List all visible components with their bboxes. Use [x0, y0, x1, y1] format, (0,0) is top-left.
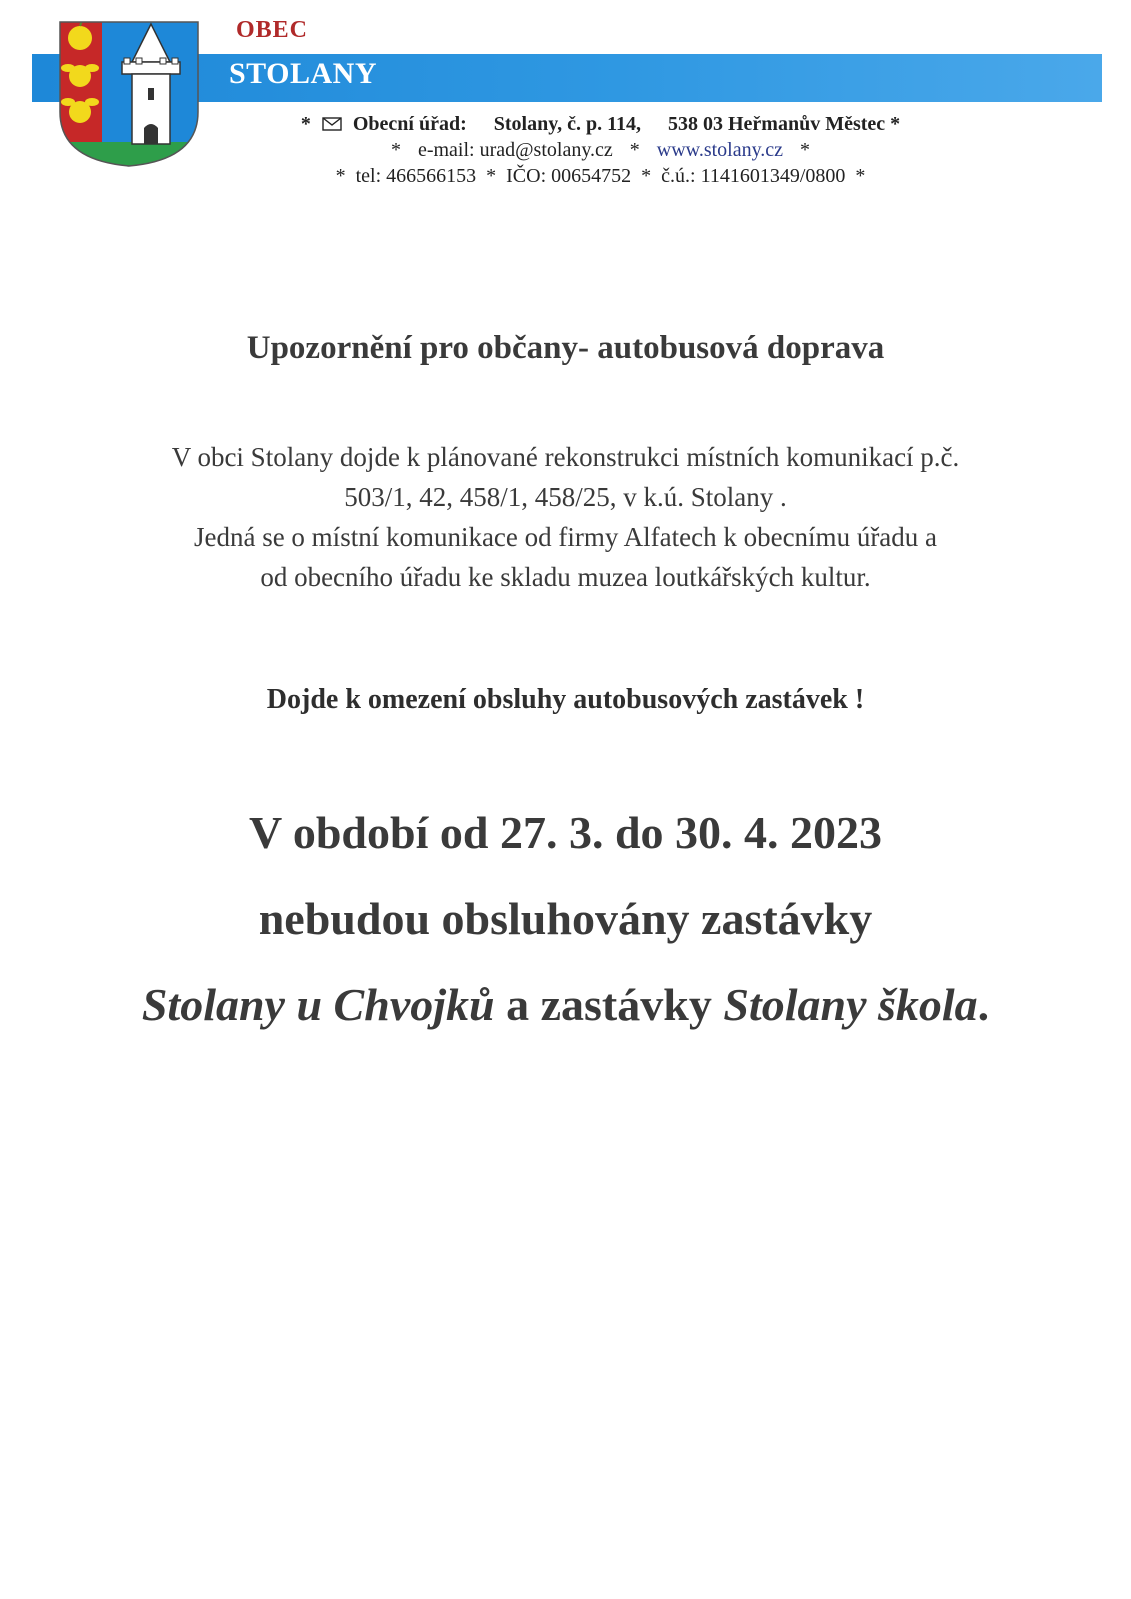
- star-separator: *: [800, 139, 811, 161]
- municipality-name: STOLANY: [229, 57, 377, 90]
- star-separator: *: [629, 139, 640, 161]
- closure-period: V období od 27. 3. do 30. 4. 2023: [248, 807, 883, 858]
- office-address-line: [0, 111, 1131, 137]
- closed-stops-line: [0, 978, 1131, 1031]
- email-web-line: [0, 137, 1131, 163]
- email-label: e-mail:: [417, 139, 475, 161]
- paragraph-line: od obecního úřadu ke skladu muzea loutkářských kultur.: [260, 562, 871, 592]
- website-link[interactable]: www.stolany.cz: [656, 139, 784, 161]
- page-title: Upozornění pro občany- autobusová doprava: [246, 330, 885, 366]
- envelope-icon: [322, 117, 342, 131]
- paragraph-line: Jedná se o místní komunikace od firmy Alfatech k obecnímu úřadu a: [193, 522, 938, 552]
- stop-name-chvojku: Stolany u Chvojků: [141, 979, 495, 1030]
- office-street: Stolany, č. p. 114,: [493, 113, 641, 135]
- letterhead: [0, 0, 1131, 200]
- star-separator: *: [390, 139, 401, 161]
- star-separator: *: [300, 113, 311, 135]
- phone-id-account-line: * tel: 466566153 * IČO: 00654752 * č.ú.: 1141601349/0800 *: [335, 165, 866, 187]
- paragraph-line: V obci Stolany dojde k plánované rekonstrukci místních komunikací p.č.: [171, 442, 960, 472]
- closure-statement: nebudou obsluhovány zastávky: [258, 893, 873, 944]
- email-link[interactable]: urad@stolany.cz: [479, 139, 613, 161]
- office-city: 538 03 Heřmanův Městec *: [668, 113, 901, 135]
- stop-name-skola: Stolany škola: [723, 979, 978, 1030]
- paragraph-line: 503/1, 42, 458/1, 458/25, v k.ú. Stolany .: [344, 482, 787, 512]
- office-label: Obecní úřad:: [352, 113, 467, 135]
- announcement-paragraph: [0, 437, 1131, 597]
- service-warning: Dojde k omezení obsluhy autobusových zastávek !: [266, 684, 865, 715]
- sentence-end: .: [977, 979, 990, 1030]
- stops-connector: a zastávky: [494, 979, 724, 1030]
- municipality-prefix: OBEC: [236, 17, 309, 43]
